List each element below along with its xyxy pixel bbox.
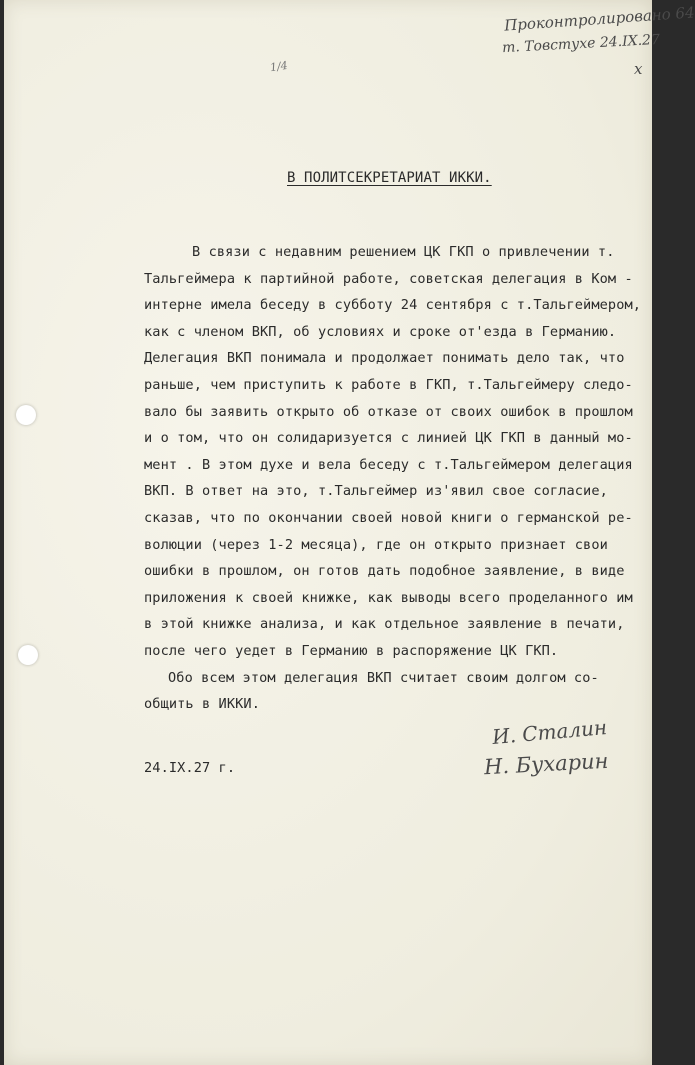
body-line: ВКП. В ответ на это, т.Тальгеймер из'явил свое согласие, <box>144 483 608 500</box>
margin-note: 1/4 <box>269 58 289 75</box>
signature-bukharin: Н. Бухарин <box>483 748 609 780</box>
body-line: сказав, что по окончании своей новой книги о германской ре- <box>144 510 633 526</box>
body-line: приложения к своей книжке, как выводы всего проделанного им <box>144 589 633 606</box>
body-line: интерне имела беседу в субботу 24 сентября с т.Тальгеймером, <box>144 297 642 314</box>
body-line: и о том, что он солидаризуется с линией ЦК ГКП в данный мо- <box>144 430 633 447</box>
body-line: раньше, чем приступить к работе в ГКП, т.Тальгеймеру следо- <box>144 377 633 393</box>
body-line: мент . В этом духе и вела беседу с т.Тальгеймером делегация <box>144 456 633 473</box>
punch-hole-bottom <box>18 645 38 665</box>
body-line: Тальгеймера к партийной работе, советская делегация в Ком - <box>144 270 633 287</box>
body-line: вало бы заявить открыто об отказе от своих ошибок в прошлом <box>144 403 633 420</box>
body-line: Делегация ВКП понимала и продолжает понимать дело так, что <box>144 350 625 367</box>
body-line: волюции (через 1-2 месяца), где он открыто признает свои <box>144 536 608 553</box>
punch-hole-top <box>16 405 36 425</box>
document-page <box>4 0 695 1065</box>
body-line: в этой книжке анализа, и как отдельное заявление в печати, <box>144 616 625 633</box>
body-line: после чего уедет в Германию в распоряжение ЦК ГКП. <box>144 643 559 659</box>
document-date: 24.IX.27 г. <box>144 760 236 776</box>
archive-stamp-line-2: т. Товстухе 24.IX.27 <box>501 31 661 57</box>
archive-stamp-line-1: Проконтролировано 64 <box>503 3 695 35</box>
body-line: общить в ИККИ. <box>144 696 260 713</box>
document-title: В ПОЛИТСЕКРЕТАРИАТ ИККИ. <box>287 170 492 186</box>
archive-stamp-mark: х <box>634 60 643 78</box>
signature-stalin: И. Сталин <box>491 715 608 749</box>
body-line: Обо всем этом делегация ВКП считает своим долгом со- <box>168 669 599 686</box>
body-line: В связи с недавним решением ЦК ГКП о привлечении т. <box>192 244 615 260</box>
body-line: как с членом ВКП, об условиях и сроке от'езда в Германию. <box>144 323 617 340</box>
body-line: ошибки в прошлом, он готов дать подобное заявление, в виде <box>144 563 625 580</box>
